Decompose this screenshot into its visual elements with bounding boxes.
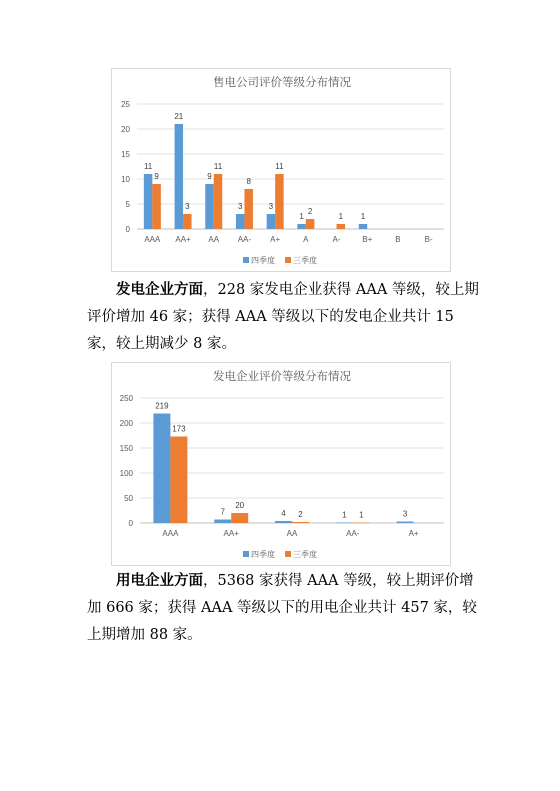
bar-q4: [297, 224, 306, 229]
y-tick-label: 0: [125, 225, 130, 234]
data-label: 8: [246, 177, 251, 186]
bar-q3: [353, 523, 370, 524]
legend-swatch: [285, 551, 291, 557]
y-tick-label: 0: [128, 519, 133, 528]
x-tick-label: AA-: [346, 529, 360, 538]
y-tick-label: 250: [119, 394, 133, 403]
legend-swatch: [243, 257, 249, 263]
data-label: 3: [402, 509, 408, 519]
data-label: 3: [185, 202, 190, 211]
bar-q3: [183, 214, 192, 229]
bar-q3: [214, 174, 223, 229]
data-label: 1: [338, 212, 344, 221]
y-tick-label: 50: [124, 494, 133, 503]
power-consumer-heading: 用电企业方面: [116, 572, 203, 589]
power-generation-heading: 发电企业方面: [116, 281, 203, 298]
x-tick-label: AAA: [162, 529, 179, 538]
bar-q4: [236, 214, 245, 229]
x-tick-label: AA+: [223, 529, 239, 538]
legend-label: 三季度: [293, 256, 317, 265]
power-consumer-text: ，5368 家获得 AAA 等级，较上期评价增加 666 家；获得 AAA 等级以下的用电企业共计 457 家，较上期增加 88 家。: [87, 573, 477, 643]
data-label: 1: [299, 212, 304, 221]
bar-q3: [337, 224, 346, 229]
data-label: 219: [155, 401, 169, 411]
sales-company-rating-chart: [111, 68, 451, 272]
power-generation-rating-chart-svg: [112, 363, 452, 567]
x-tick-label: AA+: [175, 235, 191, 244]
power-generation-rating-chart: [111, 362, 451, 566]
data-label: 9: [154, 172, 159, 181]
bar-q3: [231, 513, 248, 523]
data-label: 20: [235, 501, 245, 510]
x-tick-label: A+: [270, 235, 281, 244]
power-generation-text: ，228 家发电企业获得 AAA 等级，较上期评价增加 46 家；获得 AAA 等级以下的发电企业共计 15 家，较上期减少 8 家。: [87, 282, 479, 352]
data-label: 11: [143, 162, 153, 171]
x-tick-label: AA: [208, 235, 220, 244]
data-label: 11: [213, 162, 223, 171]
data-label: 11: [275, 162, 284, 171]
data-label: 3: [237, 202, 243, 211]
data-label: 3: [268, 202, 274, 211]
bar-q4: [144, 174, 153, 229]
data-label: 173: [172, 424, 186, 434]
x-tick-label: A+: [408, 529, 419, 538]
bar-q4: [359, 224, 368, 229]
power-generation-paragraph: [87, 276, 487, 358]
data-label: 7: [220, 507, 225, 517]
bar-q3: [292, 522, 309, 523]
data-label: 21: [174, 112, 184, 121]
legend-label: 四季度: [251, 550, 275, 559]
x-tick-label: A: [303, 235, 309, 244]
x-tick-label: AA: [286, 529, 298, 538]
chart-title: 发电企业评价等级分布情况: [213, 369, 351, 383]
data-label: 1: [360, 212, 366, 221]
y-tick-label: 15: [121, 150, 130, 159]
legend-label: 四季度: [251, 256, 275, 265]
y-tick-label: 25: [121, 100, 130, 109]
data-label: 1: [342, 510, 347, 520]
bar-q3: [170, 437, 187, 524]
x-tick-label: B+: [362, 235, 373, 244]
sales-company-rating-chart-svg: [112, 69, 452, 273]
bar-q4: [397, 522, 414, 524]
y-tick-label: 20: [121, 125, 130, 134]
power-consumer-paragraph: [87, 567, 487, 649]
data-label: 1: [359, 510, 364, 520]
legend-swatch: [243, 551, 249, 557]
bar-q3: [275, 174, 284, 229]
bar-q4: [205, 184, 214, 229]
x-tick-label: AAA: [144, 235, 161, 244]
bar-q4: [153, 414, 170, 524]
bar-q4: [267, 214, 276, 229]
bar-q3: [152, 184, 161, 229]
y-tick-label: 200: [119, 419, 133, 428]
x-tick-label: B: [395, 235, 401, 244]
bar-q4: [175, 124, 184, 229]
bar-q4: [275, 521, 292, 523]
y-tick-label: 100: [119, 469, 133, 478]
legend-label: 三季度: [293, 550, 317, 559]
data-label: 2: [298, 510, 303, 519]
bar-q3: [244, 189, 253, 229]
legend-swatch: [285, 257, 291, 263]
x-tick-label: B-: [424, 235, 433, 244]
x-tick-label: AA-: [237, 235, 252, 244]
y-tick-label: 150: [119, 444, 133, 453]
chart-title: 售电公司评价等级分布情况: [213, 75, 351, 89]
data-label: 9: [207, 172, 212, 181]
bar-q3: [306, 219, 315, 229]
bar-q4: [214, 520, 231, 524]
data-label: 2: [307, 207, 313, 216]
data-label: 4: [281, 509, 286, 518]
y-tick-label: 10: [121, 175, 130, 184]
bar-q4: [336, 523, 353, 524]
x-tick-label: A-: [332, 235, 341, 244]
y-tick-label: 5: [125, 200, 130, 209]
